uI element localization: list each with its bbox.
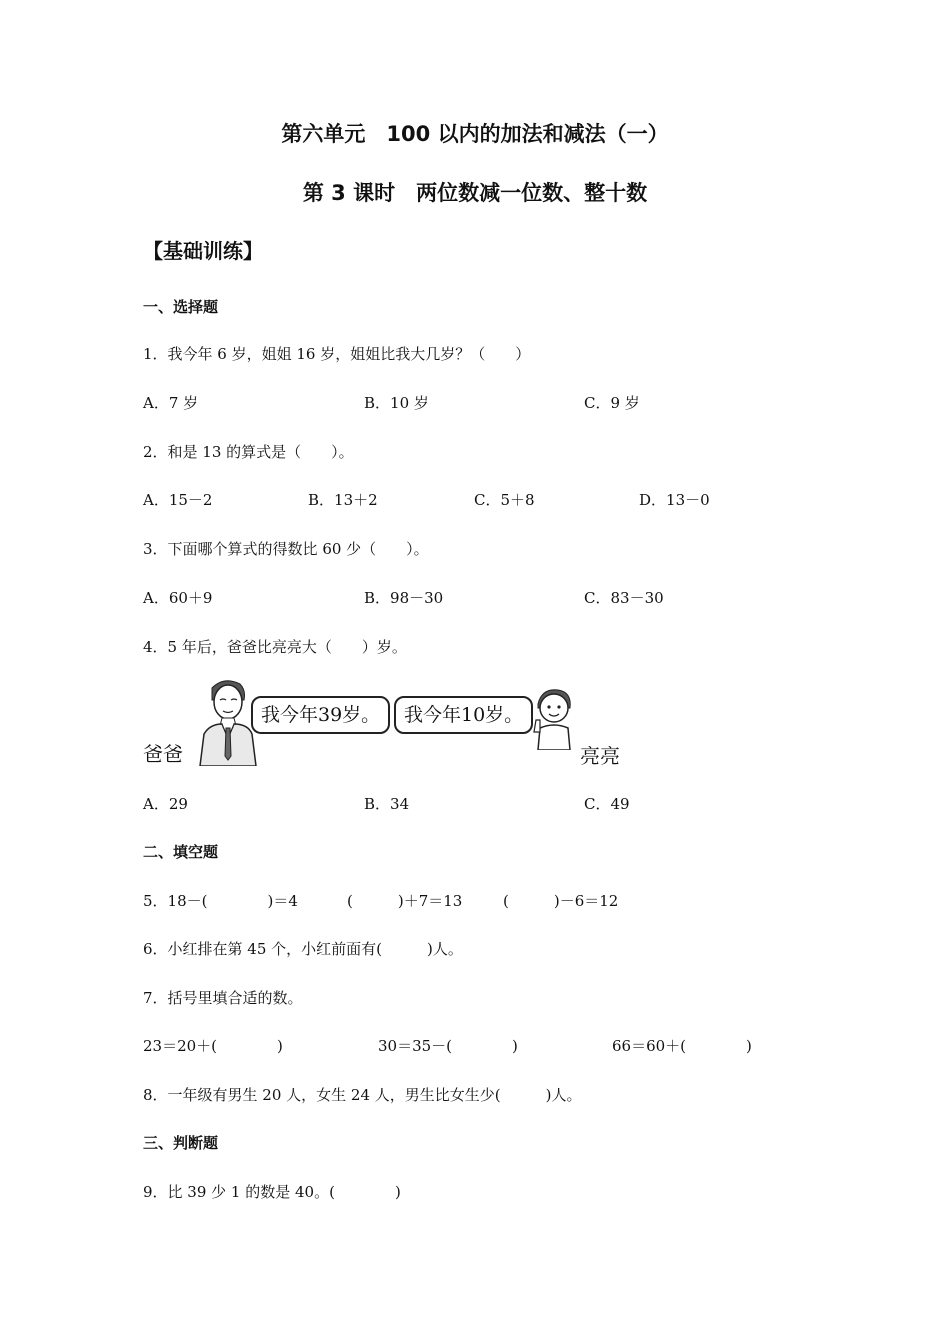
question-4: 4．5 年后，爸爸比亮亮大（ ）岁。 [143,638,407,656]
section-basic-training: 【基础训练】 [143,239,263,263]
q2-option-b: B．13＋2 [308,491,378,509]
question-7: 7．括号里填合适的数。 [143,989,303,1007]
lesson-title: 第 3 课时 两位数减一位数、整十数 [302,181,648,205]
q1-option-c: C．9 岁 [584,394,640,412]
unit-title: 第六单元 100 以内的加法和减法（一） [281,122,669,146]
boy-illustration [530,686,578,750]
q5-blank-b: ( )＋7＝13 [347,892,463,910]
q3-option-c: C．83－30 [584,589,664,607]
boy-speech-bubble: 我今年10岁。 [394,696,533,734]
q2-option-a: A．15－2 [143,491,213,509]
q4-option-b: B．34 [364,795,410,813]
part2-heading: 二、填空题 [143,843,219,861]
question-9: 9．比 39 少 1 的数是 40。( ) [143,1183,401,1201]
question-3: 3．下面哪个算式的得数比 60 少（ ）。 [143,540,429,558]
q4-option-c: C．49 [584,795,630,813]
q7-blank-c: 66＝60＋( ) [612,1037,752,1055]
boy-label: 亮亮 [580,744,620,768]
q1-option-b: B．10 岁 [364,394,429,412]
q4-option-a: A．29 [143,795,188,813]
q1-option-a: A．7 岁 [143,394,199,412]
dad-speech-bubble: 我今年39岁。 [251,696,390,734]
dad-label: 爸爸 [143,742,183,766]
q5-blank-a: 5．18－( )＝4 [143,892,298,910]
question-6: 6．小红排在第 45 个，小红前面有( )人。 [143,940,463,958]
q2-option-d: D．13－0 [639,491,710,509]
q7-blank-b: 30＝35－( ) [378,1037,518,1055]
q7-blank-a: 23＝20＋( ) [143,1037,283,1055]
question-2: 2．和是 13 的算式是（ ）。 [143,443,354,461]
q4-figure [140,676,620,772]
part3-heading: 三、判断题 [143,1134,219,1152]
q2-option-c: C．5＋8 [474,491,535,509]
question-8: 8．一年级有男生 20 人，女生 24 人，男生比女生少( )人。 [143,1086,582,1104]
question-1: 1．我今年 6 岁，姐姐 16 岁，姐姐比我大几岁？（ ） [143,345,531,363]
q3-option-a: A．60＋9 [143,589,213,607]
part1-heading: 一、选择题 [143,298,219,316]
q3-option-b: B．98－30 [364,589,444,607]
q5-blank-c: ( )－6＝12 [503,892,619,910]
